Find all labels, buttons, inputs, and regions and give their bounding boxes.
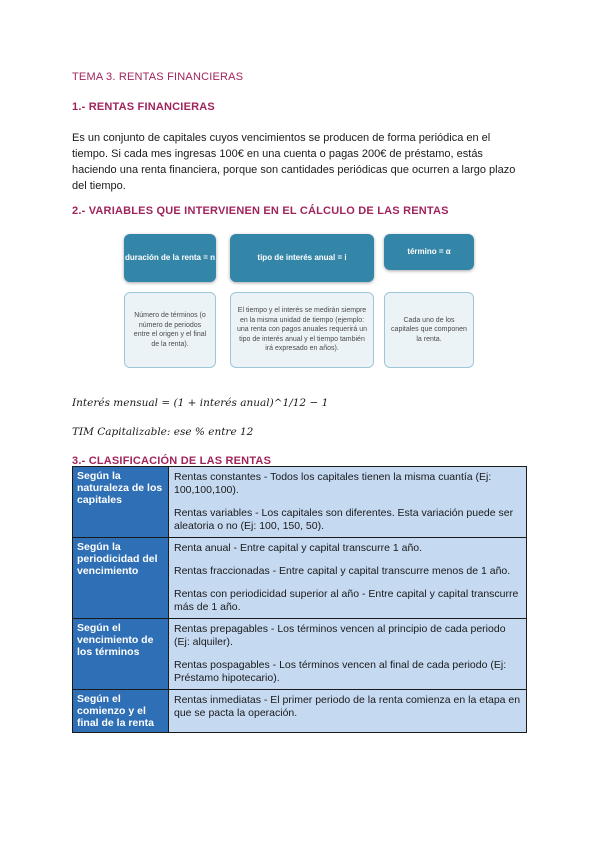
table-category-cell: Según la naturaleza de los capitales (73, 467, 169, 538)
diagram-desc-interest: El tiempo y el interés se medirán siempre en la misma unidad de tiempo (ejemplo: una renta con pagos anuales requerirá un tipo de interés anual y el tiempo también irá expresado en años). (230, 292, 374, 368)
table-row (73, 690, 527, 733)
table-description-cell (169, 538, 527, 619)
table-item: Rentas variables - Los capitales son diferentes. Esta variación puede ser aleatoria o no (Ej: 100, 150, 50). (174, 507, 514, 532)
document-title: TEMA 3. RENTAS FINANCIERAS (72, 71, 244, 83)
table-description-cell (169, 467, 527, 538)
formula-tim: TIM Capitalizable: ese % entre 12 (72, 426, 254, 438)
table-item: Rentas prepagables - Los términos vencen al principio de cada periodo (Ej: alquiler). (174, 623, 506, 648)
paragraph-line: del tiempo. (72, 180, 126, 192)
table-category-cell: Según la periodicidad del vencimiento (73, 538, 169, 619)
paragraph-line: haciendo una renta financiera, porque son cantidades periódicas que ocurren a largo plazo (72, 164, 516, 176)
table-item: Rentas pospagables - Los términos vencen al final de cada periodo (Ej: Préstamo hipotecario). (174, 659, 507, 684)
table-item: Rentas inmediatas - El primer periodo de la renta comienza en la etapa en que se pacta la operación. (174, 694, 521, 719)
diagram-desc-duration: Número de términos (o número de periodos entre el origen y el final de la renta). (124, 292, 216, 368)
table-category-cell: Según el comienzo y el final de la renta (73, 690, 169, 733)
table-item: Rentas fraccionadas - Entre capital y capital transcurre menos de 1 año. (174, 565, 511, 577)
table-description-cell (169, 619, 527, 690)
section1-heading: 1.- RENTAS FINANCIERAS (72, 101, 215, 113)
table-item: Rentas constantes - Todos los capitales tienen la misma cuantía (Ej: 100,100,100). (174, 471, 492, 496)
variables-diagram (120, 230, 488, 378)
classification-table (72, 466, 527, 733)
diagram-title-duration: duración de la renta = n (124, 234, 216, 282)
paragraph-line: Es un conjunto de capitales cuyos vencimientos se producen de forma periódica en el (72, 132, 491, 144)
section2-heading: 2.- VARIABLES QUE INTERVIENEN EN EL CÁLCULO DE LAS RENTAS (72, 205, 449, 217)
table-row (73, 467, 527, 538)
formula-monthly-interest: Interés mensual = (1 + interés anual)^1/12 − 1 (72, 397, 329, 409)
paragraph-line: tiempo. Si cada mes ingresas 100€ en una cuenta o pagas 200€ de préstamo, estás (72, 148, 483, 160)
table-item: Renta anual - Entre capital y capital transcurre 1 año. (174, 542, 423, 554)
table-description-cell (169, 690, 527, 733)
diagram-desc-term: Cada uno de los capitales que componen la renta. (384, 292, 474, 368)
table-row (73, 538, 527, 619)
table-row (73, 619, 527, 690)
diagram-title-term: término = α (384, 234, 474, 270)
table-category-cell: Según el vencimiento de los términos (73, 619, 169, 690)
diagram-title-interest: tipo de interés anual = i (230, 234, 374, 282)
section1-paragraph (72, 130, 532, 194)
section3-heading: 3.- CLASIFICACIÓN DE LAS RENTAS (72, 455, 272, 467)
table-item: Rentas con periodicidad superior al año - Entre capital y capital transcurre más de 1 año. (174, 588, 519, 613)
